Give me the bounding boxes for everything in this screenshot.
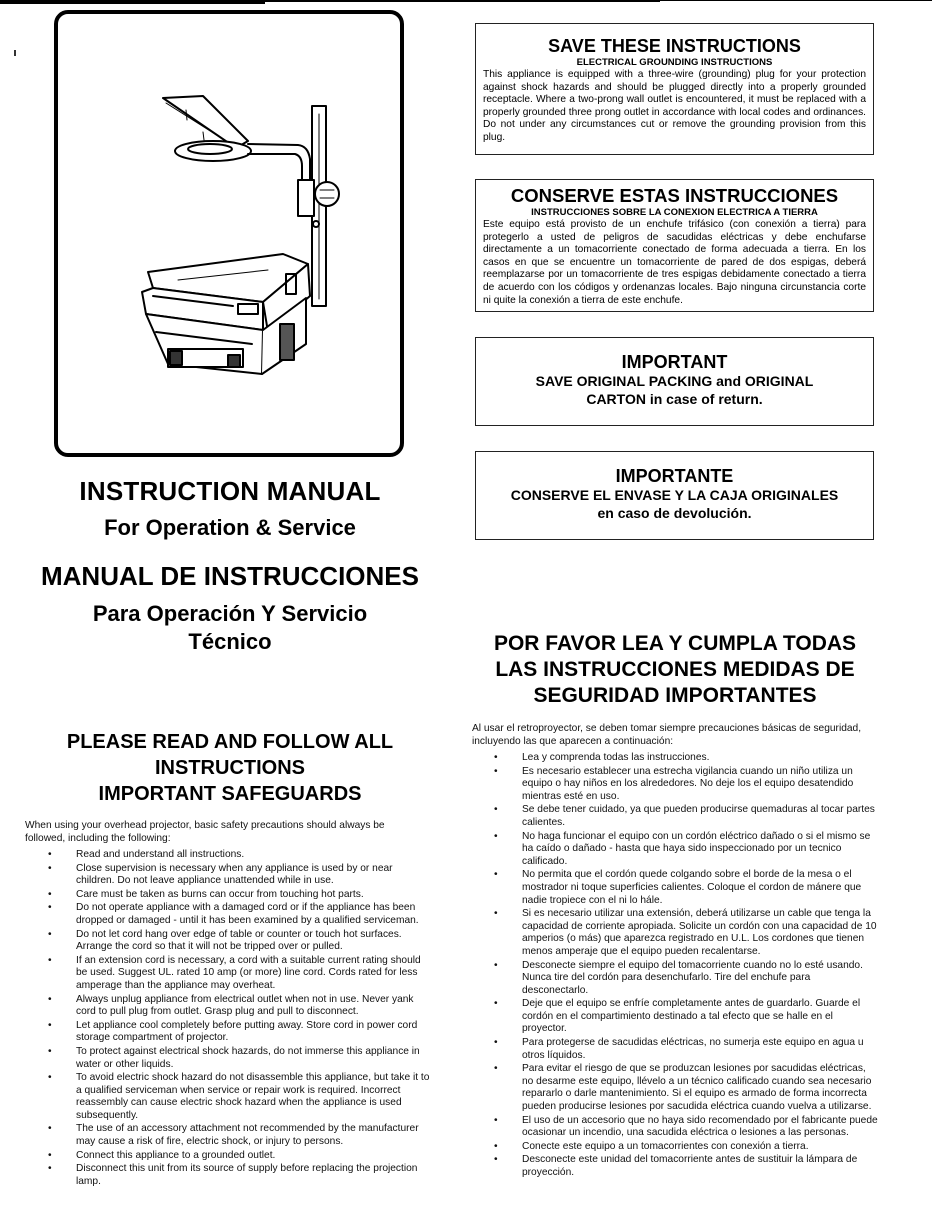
list-item-text: Para evitar el riesgo de que se produzcan lesiones por sacudidas eléctricas, no desarme este equipo, llévelo a un técnico calificado cuando sea necesario repararlo o darle mantenimiento. Si el equipo es armado de forma incorrecta pueden producirse lesiones por sacudida eléctrica cuando vuelva a utilizarse. [522,1063,872,1113]
list-item [48,1046,433,1071]
list-item-text: Care must be taken as burns can occur from touching hot parts. [76,888,364,900]
list-item-text: Do not let cord hang over edge of table or counter or touch hot surfaces. Arrange the cord so that it will not be tripped over or pulled. [76,928,402,953]
list-item-text: Close supervision is necessary when any appliance is used by or near children. Do not leave appliance unattended while in use. [76,862,393,887]
list-item [48,1123,433,1148]
list-item [48,1163,433,1188]
bullet-icon: • [48,1123,52,1135]
safeguards-heading-en [20,729,440,807]
bullet-icon: • [494,1154,498,1166]
list-item-text: Disconnect this unit from its source of supply before replacing the projection lamp. [76,1163,418,1187]
list-item [48,929,433,954]
list-item [494,831,879,869]
list-item [48,1072,433,1122]
conexion-tierra-body: Este equipo está provisto de un enchufe trifásico (con conexión a tierra) para protegerlo a usted de peligros de sacudidas eléctricas y debe enchufarse directamente a un tomacorriente conectado de forma adecuada a tierra. En los casos en que se encuentre un tomacorriente de pared de dos espigas, deberá reemplazarse por un tomacorriente de tres espigas debidamente conectado a tierra de acuerdo con los códigos y ordenanzas locales. Bajo ninguna circunstancia corte ni quite la conexión a tierra de este enchufe. [483,219,866,306]
bullet-icon: • [48,1072,52,1084]
list-item [48,889,433,902]
importante-title: IMPORTANTE [615,466,734,486]
scan-mark [14,50,16,56]
projector-illustration-icon [58,14,400,453]
safeguards-list-en [48,849,433,1189]
list-item [494,804,879,829]
list-item-text: No permita que el cordón quede colgando sobre el borde de la mesa o el mostrador ni toque superficies calientes. Coloque el cordon de mánere que nadie tropiece con el ni lo hále. [522,869,862,906]
manual-title-es: MANUAL DE INSTRUCCIONES [41,561,419,591]
list-item [494,752,879,765]
importante-envase-box [475,451,874,540]
bullet-icon: • [494,1114,498,1126]
important-title: IMPORTANT [621,352,728,372]
bullet-icon: • [48,1019,52,1031]
list-item [48,994,433,1019]
list-item-text: Se debe tener cuidado, ya que pueden producirse quemaduras al tocar partes calientes. [522,804,875,828]
importante-line1: CONSERVE EL ENVASE Y LA CAJA ORIGINALES [510,487,839,503]
safeguards-heading-es [465,631,885,709]
safeguards-intro-en: When using your overhead projector, basic safety precautions should always be followed, including the following: [25,820,385,844]
list-item [494,1037,879,1062]
bullet-icon: • [48,1149,52,1161]
bullet-icon: • [48,993,52,1005]
conexion-tierra-subtitle: INSTRUCCIONES SOBRE LA CONEXION ELECTRICA A TIERRA [531,207,818,218]
list-item-text: Deje que el equipo se enfríe completamente antes de guardarlo. Guarde el cordón en el compartimiento destinado a tal efecto que se halle en el proyector. [522,998,861,1035]
list-item-text: Conecte este equipo a un tomacorrientes con conexión a tierra. [522,1140,809,1152]
list-item [48,1020,433,1045]
list-item-text: Always unplug appliance from electrical outlet when not in use. Never yank cord to pull plug from outlet. Grasp plug and pull to disconnect. [76,993,414,1018]
save-instructions-box [475,23,874,155]
grounding-instructions-body: This appliance is equipped with a three-wire (grounding) plug for your protection against shock hazards and should be plugged directly into a properly grounded receptacle. Where a two-prong wall outlet is encountered, it must be replaced with a properly grounded three prong outlet in accordance with local codes and ordinances. Do not under any circumstances cut or remove the grounding provision from this plug. [483,69,866,143]
safeguards-heading-es-line1: POR FAVOR LEA Y CUMPLA TODAS [493,632,857,655]
list-item-text: Desconecte siempre el equipo del tomacorriente cuando no lo esté usando. Nunca tire del cordón para desenchufarlo. Tire del enchufe para desconectarlo. [522,959,863,996]
illustration-frame [54,10,404,457]
bullet-icon: • [48,928,52,940]
grounding-instructions-subtitle: ELECTRICAL GROUNDING INSTRUCTIONS [576,57,773,68]
important-packing-box [475,337,874,426]
safeguards-heading-es-line3: SEGURIDAD IMPORTANTES [533,684,817,707]
list-item-text: To protect against electrical shock hazards, do not immerse this appliance in water or other liquids. [76,1045,420,1070]
list-item [494,998,879,1036]
safeguards-heading-en-line2: INSTRUCTIONS [155,757,305,779]
safeguards-intro-es: Al usar el retroproyector, se deben tomar siempre precauciones básicas de seguridad, incluyendo las que aparecen a continuación: [472,723,862,747]
list-item [48,849,433,862]
bullet-icon: • [48,849,52,860]
bullet-icon: • [48,862,52,874]
important-line2: CARTON in case of return. [586,391,763,407]
list-item-text: Si es necesario utilizar una extensión, deberá utilizarse un cable que tenga la capacidad de corriente apropiada. Solicite un cordón con una capacidad de 10 amperios (o más) que aparezca registrado en U.L. Los cordones que tienen menos amperaje que el equipo pueden recalentarse. [522,908,877,957]
bullet-icon: • [494,869,498,881]
manual-title-en: INSTRUCTION MANUAL [79,476,381,506]
list-item-text: Read and understand all instructions. [76,849,245,860]
list-item-text: Es necesario establecer una estrecha vigilancia cuando un niño utiliza un equipo o hay niños en los alrededores. No deje los el equipo desatendido mientras esté en uso. [522,765,854,802]
top-rule-thin [660,0,932,1]
list-item-text: Lea y comprenda todas las instrucciones. [522,752,710,763]
list-item [494,766,879,804]
list-item-text: El uso de un accesorio que no haya sido recomendado por el fabricante puede ocasionar un incendio, una sacudida eléctrica o lesiones a las personas. [522,1114,878,1139]
conserve-instrucciones-box [475,179,874,312]
important-line1: SAVE ORIGINAL PACKING and ORIGINAL [535,373,814,389]
bullet-icon: • [494,998,498,1010]
list-item [494,869,879,907]
manual-subtitle-es-line1: Para Operación Y Servicio [92,601,368,626]
bullet-icon: • [494,908,498,920]
list-item-text: Let appliance cool completely before putting away. Store cord in power cord storage compartment of projector. [76,1019,418,1044]
safeguards-heading-en-line3: IMPORTANT SAFEGUARDS [98,783,362,805]
list-item [494,1115,879,1140]
save-instructions-title: SAVE THESE INSTRUCTIONS [548,36,801,56]
importante-line2: en caso de devolución. [597,505,752,521]
bullet-icon: • [494,830,498,842]
list-item-text: Do not operate appliance with a damaged cord or if the appliance has been dropped or damaged - until it has been examined by a qualified serviceman. [76,902,419,926]
bullet-icon: • [494,765,498,777]
bullet-icon: • [48,954,52,966]
list-item-text: The use of an accessory attachment not recommended by the manufacturer may cause a risk of fire, electric shock, or injury to persons. [76,1123,419,1148]
top-rule-medium [265,0,660,2]
list-item-text: To avoid electric shock hazard do not disassemble this appliance, but take it to a qualified serviceman when service or repair work is required. Incorrect reassembly can cause electric shock hazard when the appliance is used subsequently. [76,1072,430,1121]
manual-subtitle-es-line2: Técnico [188,629,272,654]
top-rule-thick [0,0,265,4]
conserve-instrucciones-title: CONSERVE ESTAS INSTRUCCIONES [510,185,839,206]
bullet-icon: • [48,902,52,914]
list-item [48,955,433,993]
bullet-icon: • [48,1045,52,1057]
list-item [494,1154,879,1179]
manual-subtitle-en: For Operation & Service [104,515,356,540]
list-item [48,1150,433,1163]
list-item [494,1063,879,1113]
manual-subtitle-es [20,600,440,656]
safeguards-heading-en-line1: PLEASE READ AND FOLLOW ALL [66,731,394,753]
safeguards-list-es [494,752,879,1181]
list-item [494,960,879,998]
list-item-text: Connect this appliance to a grounded outlet. [76,1149,276,1161]
list-item [494,908,879,958]
bullet-icon: • [48,1163,52,1175]
list-item-text: If an extension cord is necessary, a cord with a suitable current rating should be used. Suggest UL. rated 10 amp (or more) line cord. Cords rated for less amperage than the appliance may overheat. [76,954,421,991]
bullet-icon: • [494,752,498,763]
list-item-text: Desconecte este unidad del tomacorriente antes de sustituir la lámpara de proyección. [522,1154,858,1178]
bullet-icon: • [494,1037,498,1049]
safeguards-heading-es-line2: LAS INSTRUCCIONES MEDIDAS DE [495,658,855,681]
list-item [494,1141,879,1154]
bullet-icon: • [494,959,498,971]
bullet-icon: • [48,888,52,900]
bullet-icon: • [494,1063,498,1075]
list-item [48,902,433,927]
bullet-icon: • [494,804,498,816]
list-item-text: No haga funcionar el equipo con un cordón eléctrico dañado o si el mismo se ha caído o dañado - hasta que haya sido inspeccionado por un tecnico calificado. [522,830,871,867]
list-item-text: Para protegerse de sacudidas eléctricas, no sumerja este equipo en agua u otros líquidos. [522,1037,864,1061]
list-item [48,863,433,888]
bullet-icon: • [494,1140,498,1152]
